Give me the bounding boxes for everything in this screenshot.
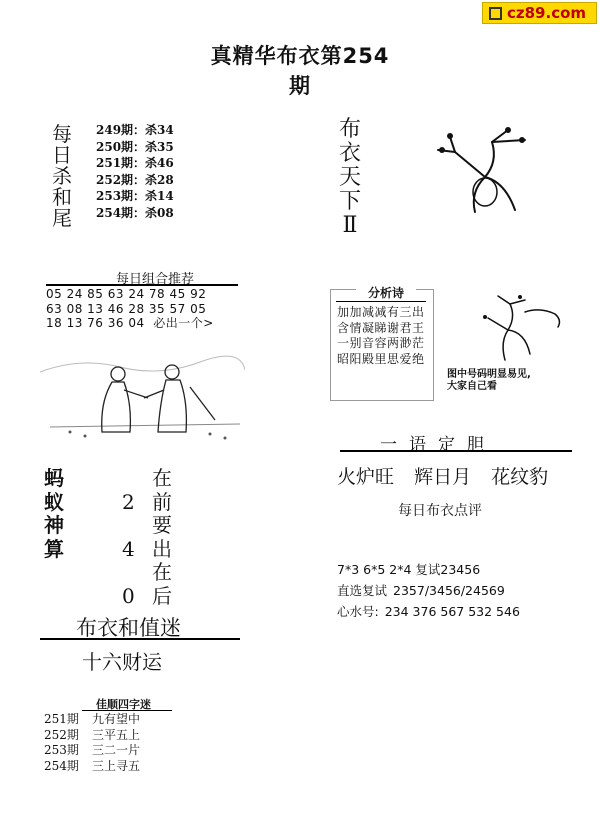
ant-text: 要出 [152, 513, 172, 561]
pick-label: 直选复试 [337, 583, 388, 598]
list-item [44, 728, 140, 744]
combo-divider [46, 284, 238, 286]
ant-number: 0 [122, 583, 135, 608]
list-item: 251期：杀46 [96, 156, 174, 170]
four-char-list [44, 712, 140, 774]
pick-value: 234 376 567 532 546 [384, 604, 520, 619]
list-item [122, 467, 182, 514]
review-heading: 每日布衣点评 [398, 503, 482, 519]
list-item [44, 743, 140, 759]
riddle-text: 三上寻五 [92, 758, 141, 773]
ant-number: 2 [122, 489, 135, 514]
right-title-char: Ⅱ [342, 213, 358, 238]
daily-kill-label-char: 尾 [52, 206, 72, 230]
right-title-char: 天 [338, 165, 361, 190]
period: 251期 [44, 712, 79, 726]
combo-row: 63 08 13 46 28 35 57 05 [46, 301, 207, 316]
ant-label-char: 算 [44, 536, 64, 561]
page-title: 真精华布衣第254期 [210, 44, 390, 98]
bonsai-tree-icon [430, 122, 535, 217]
period: 252期 [44, 727, 79, 742]
combo-rows [46, 287, 214, 331]
poem-title: 分析诗 [356, 284, 416, 301]
right-title [336, 118, 364, 238]
poem-line: 昭阳殿里思爱绝 [337, 351, 425, 366]
list-item: 250期：杀35 [96, 139, 174, 154]
pick-label: 心水号: [337, 604, 379, 619]
list-item [44, 759, 140, 775]
list-item [122, 561, 182, 608]
four-char-divider [82, 710, 172, 711]
tree-caption-line: 图中号码明显易见, [447, 369, 531, 380]
list-item [44, 712, 140, 728]
pick-row [337, 580, 520, 601]
period: 254期 [44, 758, 79, 773]
pick-value: 7*3 6*5 2*4 复试23456 [337, 562, 481, 577]
ant-label [44, 467, 68, 561]
list-item [122, 514, 182, 561]
sketch-tree-icon [470, 292, 565, 362]
combo-row: 05 24 85 63 24 78 45 92 [46, 287, 207, 301]
ant-text: 在后 [152, 560, 172, 608]
right-title-char: 下 [338, 189, 361, 214]
phrase-item: 火炉旺 [337, 466, 395, 488]
ant-number: 4 [122, 536, 135, 561]
period: 253期 [44, 743, 79, 757]
daily-kill-list [96, 122, 174, 221]
buyi-subtitle: 十六财运 [82, 650, 162, 674]
riddle-text: 三平五上 [92, 727, 141, 742]
site-badge-text: cz89.com [507, 4, 587, 22]
pick-row [337, 601, 520, 622]
riddle-text: 三二一片 [92, 743, 141, 757]
list-item: 252期：杀28 [96, 172, 174, 187]
buyi-title: 布衣和值迷 [76, 616, 181, 640]
list-item: 254期：杀08 [96, 205, 174, 220]
daily-kill-label-char: 每 [52, 122, 72, 146]
tree-caption-line: 大家自己看 [447, 381, 497, 392]
site-logo-icon [489, 7, 502, 20]
riddle-text: 九有望中 [92, 712, 141, 726]
tree-caption [447, 369, 531, 393]
combo-row: 18 13 76 36 04 必出一个> [46, 316, 214, 330]
poem-divider [336, 301, 426, 302]
daily-kill-label-char: 杀 [52, 164, 72, 188]
yiyu-divider [340, 450, 572, 452]
picks-list [337, 559, 520, 622]
four-char-title: 佳顺四字迷 [96, 698, 151, 711]
poem-line: 一别音容两渺茫 [337, 336, 425, 350]
right-title-char: 衣 [338, 141, 361, 166]
buyi-divider [40, 638, 240, 640]
poem-line: 加加减减有三出 [337, 305, 425, 319]
phrase-item: 花纹豹 [491, 466, 549, 488]
pick-row [337, 559, 520, 580]
poem-lines [337, 305, 425, 367]
poem-line: 含情凝睇谢君王 [337, 320, 425, 335]
ant-text: 在前 [152, 466, 172, 514]
list-item: 249期：杀34 [96, 123, 174, 137]
ant-label-char: 蚂 [44, 466, 64, 490]
pick-value: 2357/3456/24569 [393, 583, 505, 598]
combo-title: 每日组合推荐 [115, 272, 194, 287]
two-figures-illustration [40, 332, 245, 447]
list-item: 253期：杀14 [96, 189, 174, 203]
yiyu-heading: 一语定胆 [380, 435, 496, 455]
phrase-item: 辉日月 [414, 466, 472, 488]
right-title-char: 布 [338, 117, 361, 142]
daily-kill-label-char: 日 [52, 143, 72, 167]
daily-kill-label [52, 124, 76, 229]
ant-label-char: 神 [44, 513, 64, 537]
ant-rows [122, 467, 182, 608]
ant-label-char: 蚁 [44, 489, 64, 514]
site-badge[interactable] [482, 2, 597, 24]
daily-kill-label-char: 和 [52, 185, 72, 209]
phrase-row [337, 462, 562, 489]
